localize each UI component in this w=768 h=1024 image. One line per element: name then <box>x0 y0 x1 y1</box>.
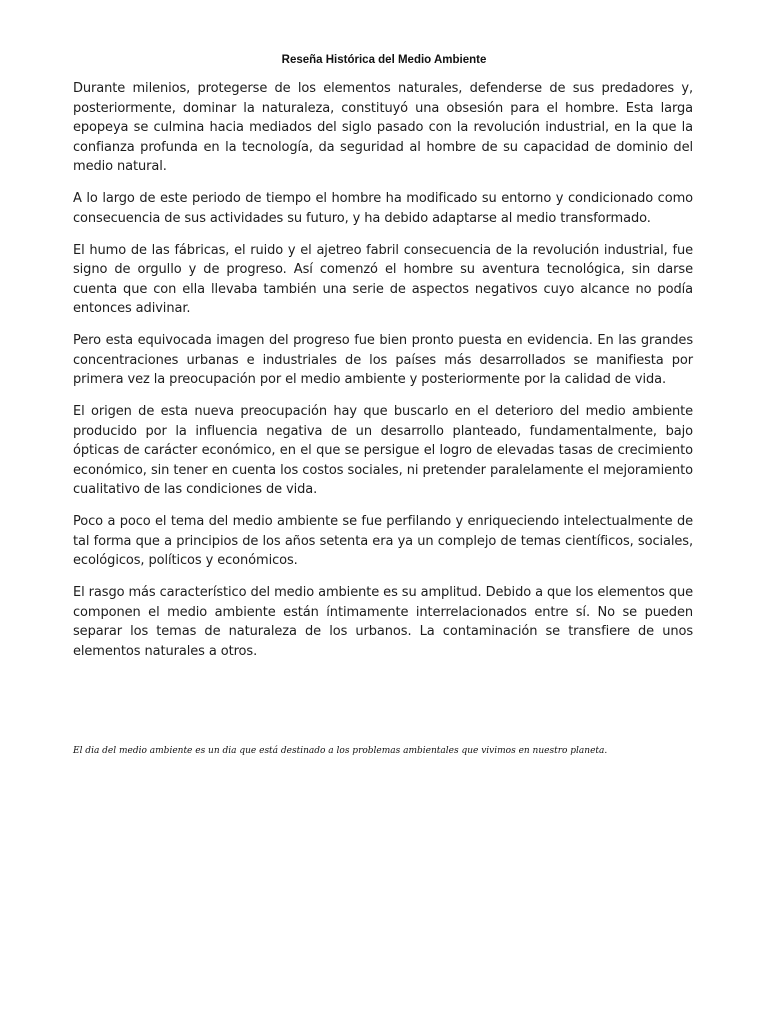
paragraph: El rasgo más característico del medio ambiente es su amplitud. Debido a que los elementos que componen el medio ambiente están íntimamente interrelacionados entre sí. No se pueden separar los temas de naturaleza de los urbanos. La contaminación se transfiere de unos elementos naturales a otros. <box>73 585 693 659</box>
closing-caption: El dia del medio ambiente es un dia que está destinado a los problemas ambientales que vivimos en nuestro planeta. <box>73 746 608 756</box>
document-body <box>73 79 693 674</box>
paragraph: El humo de las fábricas, el ruido y el ajetreo fabril consecuencia de la revolución industrial, fue signo de orgullo y de progreso. Así comenzó el hombre su aventura tecnológica, sin darse cuenta que con ella llevaba también una serie de aspectos negativos cuyo alcance no podía entonces adivinar. <box>73 242 693 316</box>
paragraph: Durante milenios, protegerse de los elementos naturales, defenderse de sus predadores y, posteriormente, dominar la naturaleza, constituyó una obsesión para el hombre. Esta larga epopeya se culmina hacia mediados del siglo pasado con la revolución industrial, en la que la confianza profunda en la tecnología, da seguridad al hombre de su capacidad de dominio del medio natural. <box>73 81 693 174</box>
paragraph: A lo largo de este periodo de tiempo el hombre ha modificado su entorno y condicionado como consecuencia de sus actividades su futuro, y ha debido adaptarse al medio transformado. <box>73 191 693 226</box>
paragraph: El origen de esta nueva preocupación hay que buscarlo en el deterioro del medio ambiente producido por la influencia negativa de un desarrollo planteado, fundamentalmente, bajo ópticas de carácter económico, en el que se persigue el logro de elevadas tasas de crecimiento económico, sin tener en cuenta los costos sociales, ni pretender paralelamente el mejoramiento cualitativo de las condiciones de vida. <box>73 404 693 497</box>
document-title: Reseña Histórica del Medio Ambiente <box>281 54 487 66</box>
paragraph: Pero esta equivocada imagen del progreso fue bien pronto puesta en evidencia. En las grandes concentraciones urbanas e industriales de los países más desarrollados se manifiesta por primera vez la preocupación por el medio ambiente y posteriormente por la calidad de vida. <box>73 333 693 387</box>
paragraph: Poco a poco el tema del medio ambiente se fue perfilando y enriqueciendo intelectualmente de tal forma que a principios de los años setenta era ya un complejo de temas científicos, sociales, ecológicos, políticos y económicos. <box>73 514 693 568</box>
